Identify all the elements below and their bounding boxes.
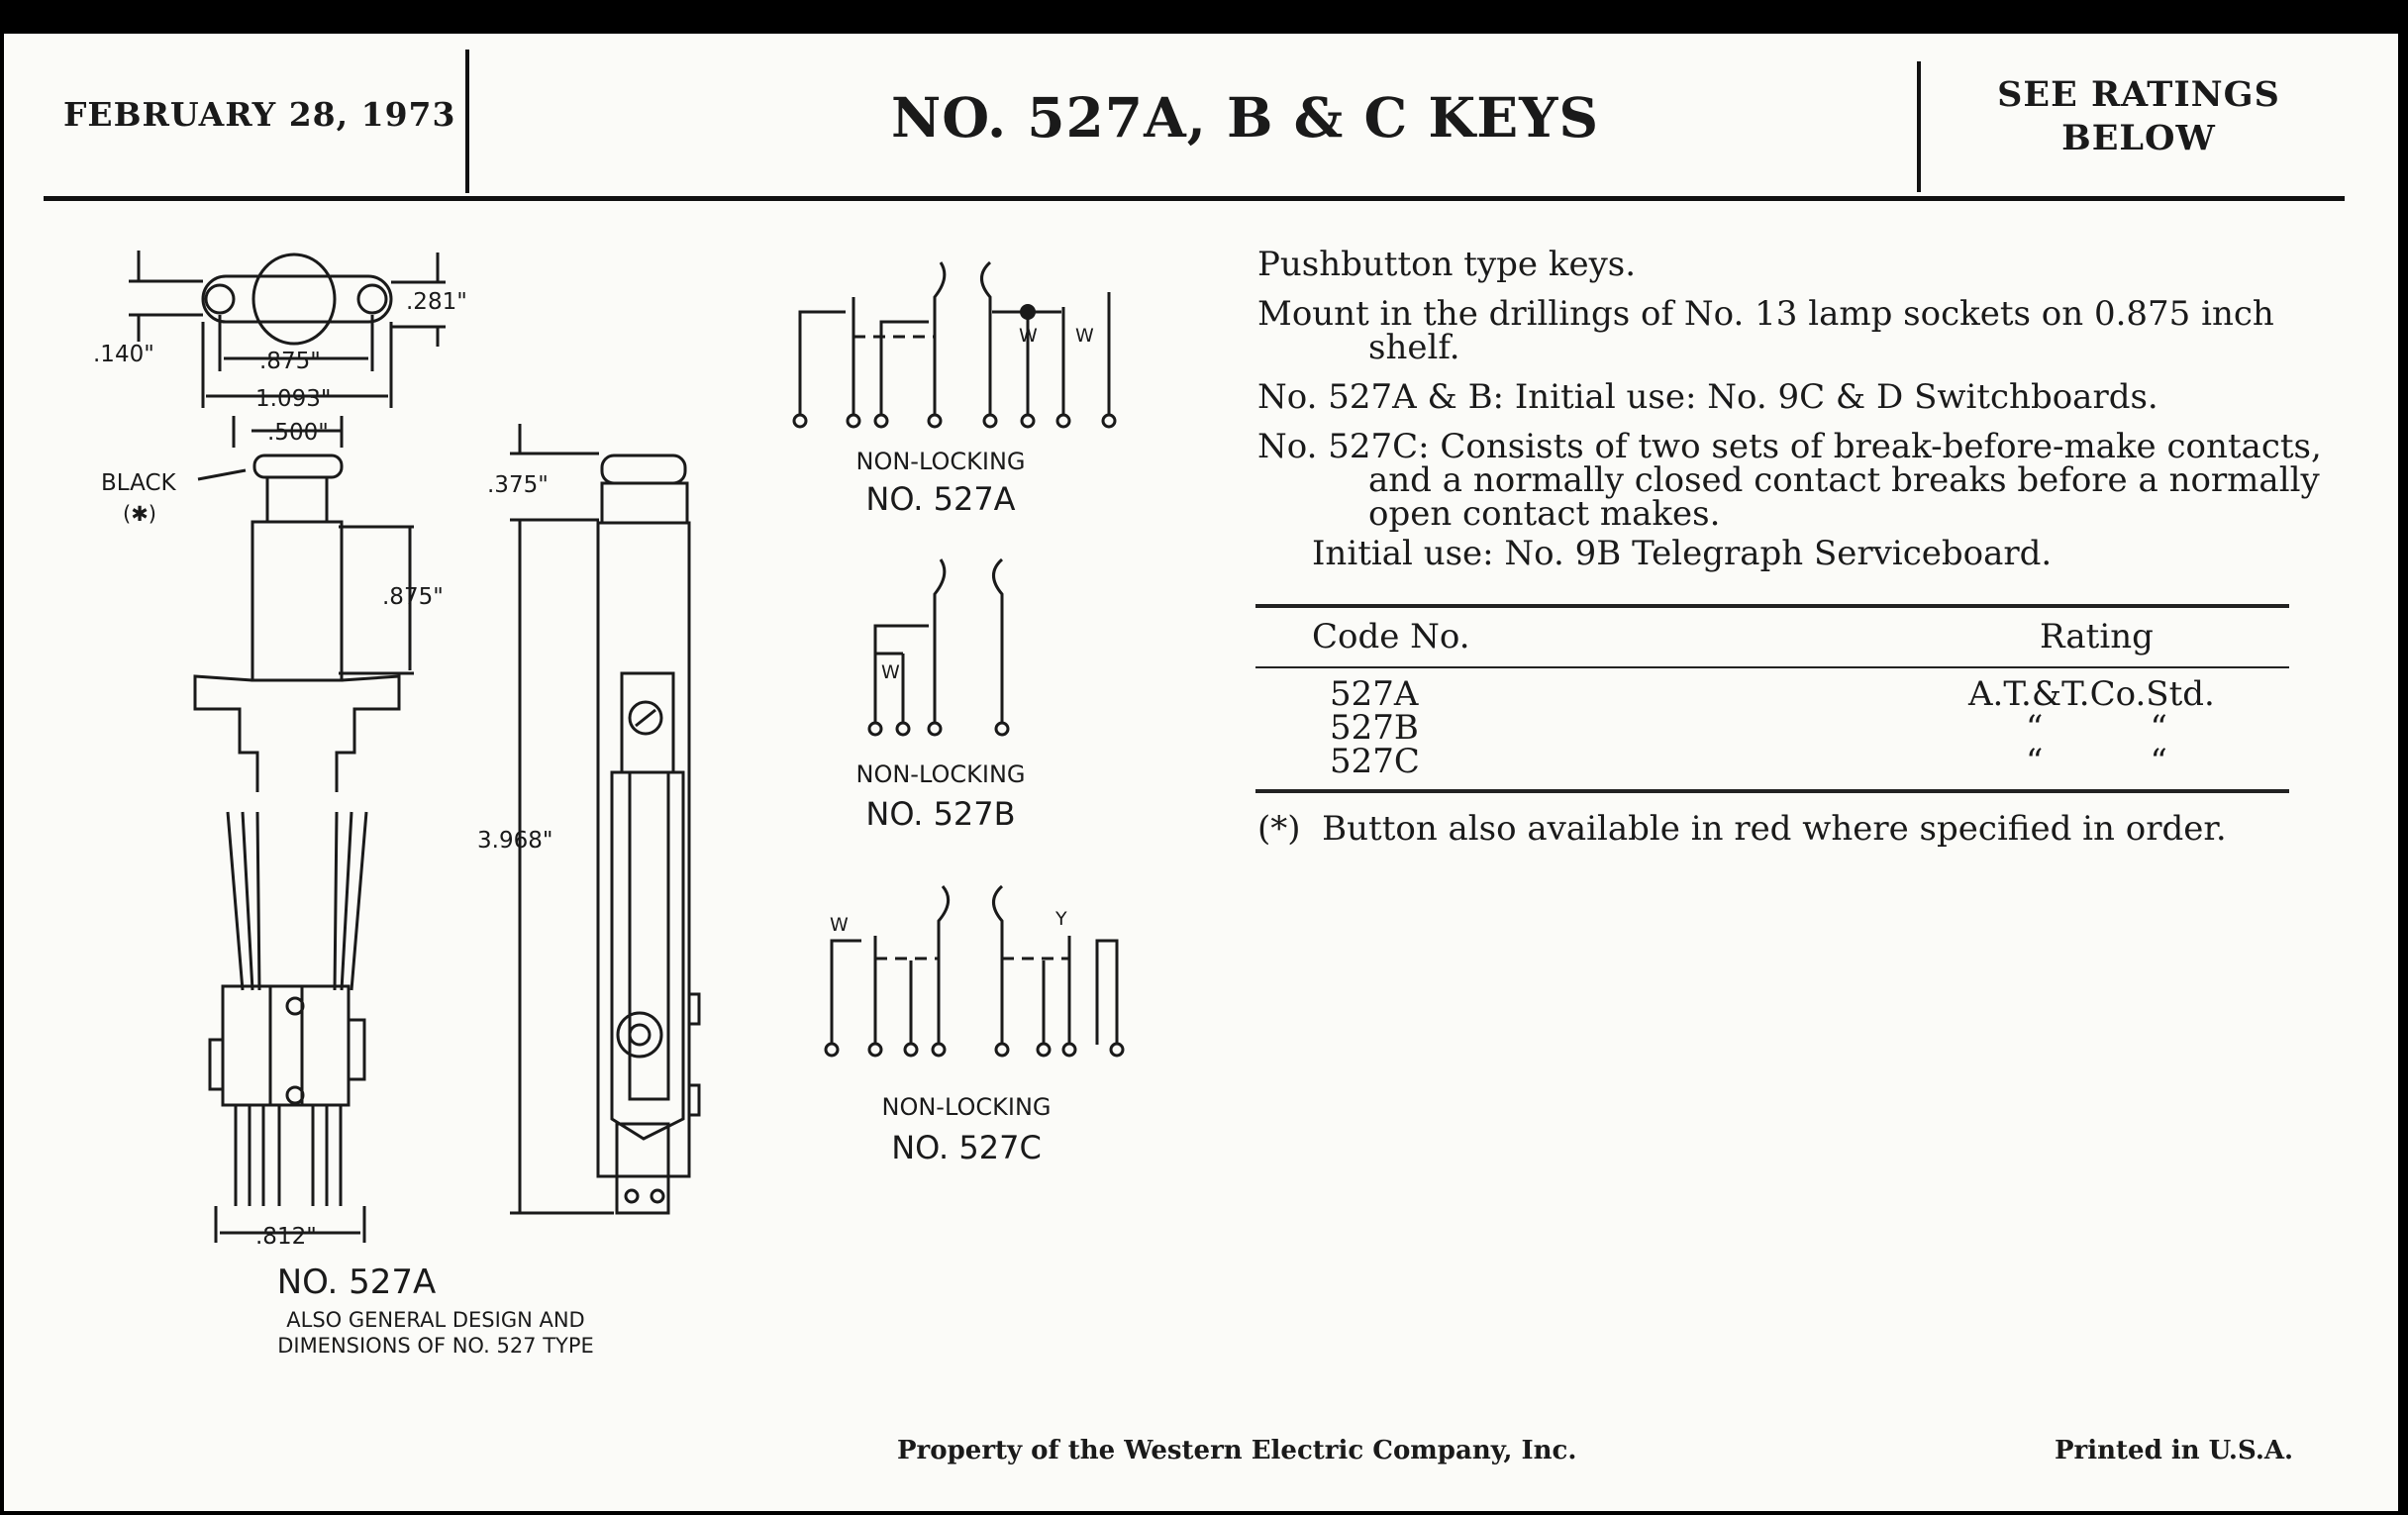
label-black: BLACK bbox=[101, 470, 176, 496]
schematic-527a-name: NO. 527A bbox=[865, 480, 1016, 518]
dim-875-side: .875" bbox=[382, 584, 444, 610]
table-cell-code: 527C bbox=[1330, 742, 1420, 781]
schematic-527b-name: NO. 527B bbox=[865, 795, 1016, 833]
label-w-527b: W bbox=[881, 661, 900, 683]
issue-date: FEBRUARY 28, 1973 bbox=[63, 95, 456, 134]
header-divider-right bbox=[1917, 61, 1921, 192]
label-star: (✱) bbox=[123, 502, 156, 526]
label-w-527c: W bbox=[830, 914, 849, 936]
label-y-527c: Y bbox=[1055, 908, 1067, 930]
drawing-caption-line2: DIMENSIONS OF NO. 527 TYPE bbox=[277, 1334, 594, 1358]
dim-375: .375" bbox=[487, 472, 549, 498]
description-p4-line3: open contact makes. bbox=[1368, 494, 1721, 534]
table-top-rule bbox=[1255, 604, 2289, 608]
dim-140: .140" bbox=[93, 342, 154, 367]
ratings-note bbox=[1970, 73, 2307, 160]
schematic-527a-type: NON-LOCKING bbox=[855, 448, 1026, 475]
table-header-rule bbox=[1255, 666, 2289, 668]
description-p2-line2: shelf. bbox=[1368, 328, 1460, 367]
table-cell-rating: “ “ bbox=[2026, 742, 2167, 781]
table-cell-code: 527A bbox=[1330, 674, 1419, 714]
dim-812: .812" bbox=[255, 1224, 317, 1250]
button-color-note: (*) Button also available in red where specified in order. bbox=[1257, 809, 2227, 849]
description-p1: Pushbutton type keys. bbox=[1257, 245, 1637, 284]
table-cell-rating: “ “ bbox=[2026, 708, 2167, 748]
dim-500: .500" bbox=[267, 420, 329, 446]
dim-1093: 1.093" bbox=[255, 386, 332, 412]
description-p4-line1: No. 527C: Consists of two sets of break-before-make contacts, bbox=[1257, 427, 2322, 466]
key-mechanical-drawing bbox=[0, 0, 772, 1386]
schematic-527c-name: NO. 527C bbox=[891, 1129, 1042, 1166]
table-cell-code: 527B bbox=[1330, 708, 1419, 748]
schematic-527c-type: NON-LOCKING bbox=[881, 1093, 1052, 1121]
table-header-rating: Rating bbox=[2040, 617, 2154, 656]
drawing-caption-title: NO. 527A bbox=[276, 1262, 437, 1302]
table-bottom-rule bbox=[1255, 789, 2289, 793]
dim-281: .281" bbox=[406, 289, 467, 315]
dim-875-top: .875" bbox=[259, 349, 321, 374]
drawing-caption-line1: ALSO GENERAL DESIGN AND bbox=[286, 1308, 585, 1332]
circuit-schematics bbox=[772, 238, 1168, 1208]
description-p3: No. 527A & B: Initial use: No. 9C & D Switchboards. bbox=[1257, 377, 2158, 417]
label-w-527a-1: W bbox=[1019, 325, 1038, 347]
footer-property: Property of the Western Electric Company, Inc. bbox=[897, 1436, 1577, 1465]
ratings-note-line2: BELOW bbox=[2061, 118, 2216, 158]
schematic-527b-type: NON-LOCKING bbox=[855, 760, 1026, 788]
description-p5: Initial use: No. 9B Telegraph Serviceboard. bbox=[1312, 534, 2053, 573]
table-header-code: Code No. bbox=[1312, 617, 1470, 656]
description-p4-line2: and a normally closed contact breaks before a normally bbox=[1368, 460, 2320, 500]
dim-3968: 3.968" bbox=[477, 828, 553, 854]
description-p2-line1: Mount in the drillings of No. 13 lamp sockets on 0.875 inch bbox=[1257, 294, 2274, 334]
table-cell-rating: A.T.&T.Co.Std. bbox=[1968, 674, 2215, 714]
ratings-note-line1: SEE RATINGS bbox=[1997, 74, 2280, 115]
footer-printed: Printed in U.S.A. bbox=[2055, 1436, 2294, 1465]
label-w-527a-2: W bbox=[1075, 325, 1094, 347]
page-title: NO. 527A, B & C KEYS bbox=[891, 85, 1600, 150]
